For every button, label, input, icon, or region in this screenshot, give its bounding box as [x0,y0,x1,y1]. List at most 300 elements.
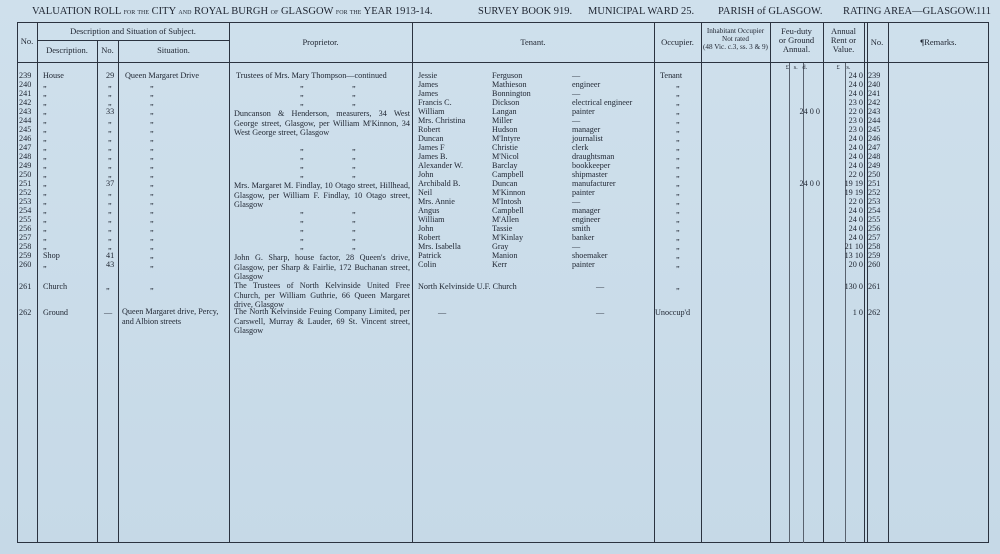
cell-number: „ [108,215,112,224]
cell-situation: „ [150,251,154,260]
cell-rent: 22 0 [848,197,863,206]
cell-no3: 252 [868,188,881,197]
title-part: and [178,6,192,16]
cell-tenant-surname: M'Kinlay [492,233,524,242]
title-part: CITY [151,6,176,17]
cell-no: 247 [19,143,32,152]
cell-number: „ [108,233,112,242]
col-inhabitant-line: (48 Vic. c.3, ss. 3 & 9) [703,43,768,51]
cell-occupation: — [572,116,581,125]
cell-rent: 13 10 [844,251,863,260]
cell-no: 258 [19,242,32,251]
cell-tenant-surname: Manion [492,251,518,260]
cell-tenant-surname: Langan [492,107,517,116]
cell-situation: „ [150,242,154,251]
cell-occupier: „ [676,89,680,98]
cell-tenant-forename: William [418,107,445,116]
col-feu [770,27,823,54]
cell-proprietor: „ [300,170,304,179]
cell-proprietor: „ [300,233,304,242]
table-row [0,260,1000,270]
cell-no: 240 [19,80,32,89]
cell-number: „ [108,80,112,89]
col-tenant: Tenant. [520,37,546,47]
cell-occupier: „ [676,242,680,251]
cell-number: „ [108,116,112,125]
cell-no3: 246 [868,134,881,143]
cell-no: 245 [19,125,32,134]
cell-proprietor-ditto: „ [352,170,356,179]
cell-rent: 1 0 [852,308,863,317]
cell-proprietor-ditto: „ [352,233,356,242]
cell-proprietor: „ [300,206,304,215]
cell-number: „ [108,143,112,152]
cell-no3: 260 [868,260,881,269]
cell-occupation: manufacturer [572,179,616,188]
cell-no: 261 [19,282,32,291]
cell-tenant-forename: Jessie [418,71,438,80]
cell-description: „ [43,107,47,116]
cell-situation: „ [150,215,154,224]
title-part: ROYAL BURGH [194,6,269,17]
cell-tenant-surname: Hudson [492,125,518,134]
cell-rent: 24 0 [848,152,863,161]
cell-occupier: „ [676,260,680,269]
cell-occupier: „ [676,282,680,291]
proprietor-block-259: John G. Sharp, house factor, 28 Queen's drive, Glasgow, per Sharp & Fairlie, 172 Buchanan street, Glasgow [234,253,410,282]
col-proprietor: Proprietor. [302,37,339,47]
col-no: No. [20,36,34,46]
cell-tenant: — [438,308,447,317]
cell-tenant-surname: Miller [492,116,513,125]
cell-proprietor: „ [300,80,304,89]
cell-occupier: „ [676,152,680,161]
col-inhabitant [701,27,770,51]
cell-tenant-forename: Duncan [418,134,444,143]
cell-no: 253 [19,197,32,206]
cell-number: „ [108,197,112,206]
cell-tenant-forename: James F [418,143,445,152]
cell-occupation: manager [572,206,601,215]
survey-book: SURVEY BOOK 919. [478,6,573,17]
cell-no3: 262 [868,308,881,317]
cell-tenant-forename: Neil [418,188,433,197]
cell-number: 29 [106,71,115,80]
cell-description: „ [43,197,47,206]
cell-occupier: Tenant [660,71,683,80]
cell-rent: 24 0 [848,80,863,89]
cell-occupation: banker [572,233,595,242]
cell-situation: „ [150,260,154,269]
cell-tenant-surname: Campbell [492,206,524,215]
cell-tenant-surname: Duncan [492,179,518,188]
cell-occupation: smith [572,224,591,233]
cell-situation: „ [150,80,154,89]
cell-proprietor: Trustees of Mrs. Mary Thompson—continued [236,71,387,80]
cell-occupation: shipmaster [572,170,608,179]
cell-number: „ [108,89,112,98]
cell-tenant-forename: Alexander W. [418,161,464,170]
cell-situation: „ [150,179,154,188]
col-rent-line: Value. [832,44,855,54]
cell-occupation: painter [572,107,595,116]
cell-description: „ [43,170,47,179]
cell-occupier: „ [676,215,680,224]
cell-proprietor: „ [300,89,304,98]
cell-occupier: „ [676,134,680,143]
cell-no: 257 [19,233,32,242]
cell-number: „ [108,170,112,179]
col-rent [823,27,864,54]
cell-tenant-forename: James [418,80,439,89]
cell-rent: 21 10 [844,242,863,251]
cell-no3: 239 [868,71,881,80]
cell-tenant: North Kelvinside U.F. Church [418,282,517,291]
cell-rent: 24 0 [848,224,863,233]
cell-occupation: manager [572,125,601,134]
cell-no: 243 [19,107,32,116]
cell-rent: 23 0 [848,125,863,134]
cell-proprietor: „ [300,242,304,251]
title-part: GLASGOW [280,6,334,17]
cell-no3: 256 [868,224,881,233]
cell-rent: 20 0 [848,260,863,269]
cell-occupation: electrical engineer [572,98,633,107]
cell-situation: „ [150,188,154,197]
cell-rent: 23 0 [848,98,863,107]
cell-no3: 243 [868,107,881,116]
cell-no3: 242 [868,98,881,107]
cell-no3: 249 [868,161,881,170]
cell-description: Ground [43,308,69,317]
cell-tenant-forename: Mrs. Isabella [418,242,461,251]
cell-description: „ [43,215,47,224]
cell-no3: 251 [868,179,881,188]
cell-no: 248 [19,152,32,161]
cell-situation: „ [150,282,154,291]
col-rent-line: Rent or [830,35,857,45]
cell-rent: 23 0 [848,116,863,125]
cell-situation: „ [150,152,154,161]
cell-description: „ [43,80,47,89]
cell-rent: 19 19 [844,188,863,197]
cell-proprietor-ditto: „ [352,89,356,98]
cell-tenant-surname: M'Intosh [492,197,522,206]
cell-rent: 19 19 [844,179,863,188]
cell-no: 241 [19,89,32,98]
cell-situation: „ [150,125,154,134]
cell-description: Church [43,282,68,291]
col-no3: No. [870,37,884,47]
cell-situation: „ [150,107,154,116]
cell-occupier: „ [676,125,680,134]
proprietor-block-251: Mrs. Margaret M. Findlay, 10 Otago street, Hillhead, Glasgow, per William F. Findlay, 10 Otago street, Glasgow [234,181,410,210]
cell-proprietor-ditto: „ [352,80,356,89]
cell-occupier: „ [676,179,680,188]
title-part: VALUATION ROLL [32,6,121,17]
cell-tenant-forename: James [418,89,439,98]
cell-no: 249 [19,161,32,170]
cell-occupation: draughtsman [572,152,615,161]
cell-situation: „ [150,134,154,143]
cell-number: „ [108,188,112,197]
cell-tenant-surname: M'Nicol [492,152,519,161]
cell-description: „ [43,143,47,152]
cell-feu-duty: 24 0 0 [799,179,820,188]
rating-area: RATING AREA—GLASGOW. [843,6,977,17]
cell-description: „ [43,98,47,107]
cell-situation: „ [150,116,154,125]
cell-rent: 24 0 [848,233,863,242]
col-situation: Situation. [157,45,190,55]
cell-rent: 24 0 [848,89,863,98]
cell-proprietor: „ [300,143,304,152]
cell-description: „ [43,161,47,170]
cell-no: 246 [19,134,32,143]
cell-situation: Queen Margaret drive, Percy, and Albion streets [122,307,219,326]
col-rent-line: Annual [830,26,857,36]
cell-description: „ [43,116,47,125]
cell-tenant-surname: Mathieson [492,80,527,89]
cell-proprietor-ditto: „ [352,215,356,224]
cell-tenant-surname: Barclay [492,161,518,170]
page-number: 111 [976,6,991,17]
col-feu-units: £ s. d. [785,64,808,71]
cell-occupier: „ [676,206,680,215]
cell-description: „ [43,125,47,134]
cell-number: — [104,308,113,317]
cell-rent: 24 0 [848,206,863,215]
cell-no3: 250 [868,170,881,179]
cell-no: 251 [19,179,32,188]
cell-situation: „ [150,98,154,107]
cell-tenant-forename: Robert [418,125,441,134]
cell-proprietor-ditto: „ [352,161,356,170]
header-title [32,6,432,17]
cell-number: „ [108,98,112,107]
cell-occupier: „ [676,251,680,260]
col-occupier: Occupier. [661,37,694,47]
cell-description: „ [43,224,47,233]
cell-occupier: „ [676,224,680,233]
cell-tenant-surname: Christie [492,143,518,152]
cell-description: „ [43,179,47,188]
cell-tenant-forename: William [418,215,445,224]
cell-occupier: „ [676,170,680,179]
cell-proprietor: „ [300,224,304,233]
municipal-ward: MUNICIPAL WARD 25. [588,6,695,17]
cell-proprietor: „ [300,152,304,161]
cell-tenant-surname: Dickson [492,98,520,107]
cell-no: 256 [19,224,32,233]
cell-no3: 257 [868,233,881,242]
cell-no: 254 [19,206,32,215]
cell-occupier: „ [676,80,680,89]
cell-description: „ [43,89,47,98]
cell-occupation: engineer [572,215,601,224]
cell-occupier: „ [676,233,680,242]
cell-no3: 240 [868,80,881,89]
cell-description: „ [43,260,47,269]
cell-rent: 24 0 [848,71,863,80]
cell-occupation: — [596,308,605,317]
cell-occupation: — [572,89,581,98]
cell-occupier: „ [676,116,680,125]
cell-number: 37 [106,179,115,188]
cell-tenant-forename: Archibald B. [418,179,461,188]
cell-occupation: bookkeeper [572,161,611,170]
cell-number: „ [108,161,112,170]
cell-number: „ [108,152,112,161]
col-description: Description. [46,45,88,55]
cell-no: 252 [19,188,32,197]
cell-occupation: engineer [572,80,601,89]
cell-rent: 24 0 [848,143,863,152]
cell-situation: „ [150,161,154,170]
cell-no: 239 [19,71,32,80]
cell-no3: 244 [868,116,881,125]
cell-no: 250 [19,170,32,179]
cell-tenant-forename: Mrs. Christina [418,116,466,125]
cell-no3: 255 [868,215,881,224]
cell-proprietor-ditto: „ [352,242,356,251]
cell-situation: „ [150,197,154,206]
cell-tenant-forename: Francis C. [418,98,452,107]
cell-occupation: painter [572,188,595,197]
col-inhabitant-line: Inhabitant Occupier [706,27,765,35]
cell-rent: 24 0 [848,215,863,224]
col-rent-units: £ s. [836,64,851,71]
title-part: YEAR 1913-14. [363,6,433,17]
cell-number: 41 [106,251,115,260]
cell-proprietor: The Trustees of North Kelvinside United Free Church, per William Guthrie, 66 Queen Margaret drive, Glasgow [234,281,410,310]
cell-no3: 261 [868,282,881,291]
title-part: for the [123,6,150,16]
cell-occupier: „ [676,98,680,107]
cell-situation: Queen Margaret Drive [125,71,199,80]
cell-no: 259 [19,251,32,260]
cell-number: „ [108,206,112,215]
cell-tenant-surname: Campbell [492,170,524,179]
cell-description: Shop [43,251,60,260]
cell-no3: 259 [868,251,881,260]
cell-number: „ [108,224,112,233]
cell-occupier: Unoccup'd [655,308,691,317]
cell-occupier: „ [676,197,680,206]
cell-description: „ [43,242,47,251]
cell-no3: 254 [868,206,881,215]
cell-number: „ [108,242,112,251]
cell-tenant-surname: Gray [492,242,509,251]
cell-no3: 258 [868,242,881,251]
cell-proprietor-ditto: „ [352,98,356,107]
col-feu-line: Annual. [782,44,811,54]
cell-proprietor-ditto: „ [352,152,356,161]
proprietor-block-243: Duncanson & Henderson, measurers, 34 West George street, Glasgow, per William M'Kinnon, 34 West George street, Glasgow [234,109,410,138]
cell-rent: 130 0 [844,282,863,291]
cell-description: „ [43,188,47,197]
cell-number: 33 [106,107,115,116]
cell-description: House [43,71,64,80]
cell-tenant-forename: John [418,170,434,179]
cell-situation: „ [150,233,154,242]
cell-no3: 253 [868,197,881,206]
cell-no: 260 [19,260,32,269]
cell-no3: 248 [868,152,881,161]
cell-no3: 245 [868,125,881,134]
col-remarks: ¶Remarks. [920,37,957,47]
title-part: for the [335,6,362,16]
cell-feu-duty: 24 0 0 [799,107,820,116]
cell-tenant-surname: Ferguson [492,71,523,80]
cell-rent: 22 0 [848,170,863,179]
cell-occupier: „ [676,143,680,152]
cell-tenant-surname: Kerr [492,260,507,269]
col-desc-group: Description and Situation of Subject. [70,26,196,36]
cell-tenant-surname: Bonnington [492,89,531,98]
cell-description: „ [43,233,47,242]
cell-description: „ [43,152,47,161]
cell-situation: „ [150,143,154,152]
cell-tenant-forename: Angus [418,206,440,215]
cell-tenant-surname: M'Intyre [492,134,521,143]
cell-tenant-forename: Robert [418,233,441,242]
cell-occupation: painter [572,260,595,269]
cell-description: „ [43,206,47,215]
cell-occupation: shoemaker [572,251,608,260]
cell-no3: 241 [868,89,881,98]
cell-proprietor-ditto: „ [352,143,356,152]
cell-proprietor: „ [300,215,304,224]
cell-no3: 247 [868,143,881,152]
cell-occupation: journalist [572,134,603,143]
col-feu-line: Feu-duty [781,26,812,36]
col-feu-line: or Ground [778,35,815,45]
cell-proprietor-ditto: „ [352,206,356,215]
cell-number: „ [106,282,110,291]
cell-occupier: „ [676,161,680,170]
cell-no: 242 [19,98,32,107]
cell-tenant-forename: Patrick [418,251,442,260]
col-no2: No. [101,45,114,55]
cell-occupation: — [572,71,581,80]
col-inhabitant-line: Not rated [722,35,749,43]
cell-no: 244 [19,116,32,125]
cell-no: 255 [19,215,32,224]
page-header [0,6,1000,20]
cell-situation: „ [150,89,154,98]
cell-occupation: — [596,282,605,291]
cell-description: „ [43,134,47,143]
cell-situation: „ [150,224,154,233]
cell-proprietor: „ [300,161,304,170]
cell-occupation: — [572,242,581,251]
cell-occupation: clerk [572,143,589,152]
cell-tenant-forename: Mrs. Annie [418,197,455,206]
parish: PARISH of GLASGOW. [718,6,823,17]
cell-occupier: „ [676,107,680,116]
cell-tenant-forename: James B. [418,152,448,161]
cell-proprietor-ditto: „ [352,224,356,233]
cell-tenant-surname: M'Kinnon [492,188,526,197]
title-part: of [270,6,279,16]
cell-tenant-forename: Colin [418,260,437,269]
cell-rent: 24 0 [848,134,863,143]
cell-number: 43 [106,260,115,269]
cell-number: „ [108,125,112,134]
cell-occupier: „ [676,188,680,197]
cell-tenant-forename: John [418,224,434,233]
